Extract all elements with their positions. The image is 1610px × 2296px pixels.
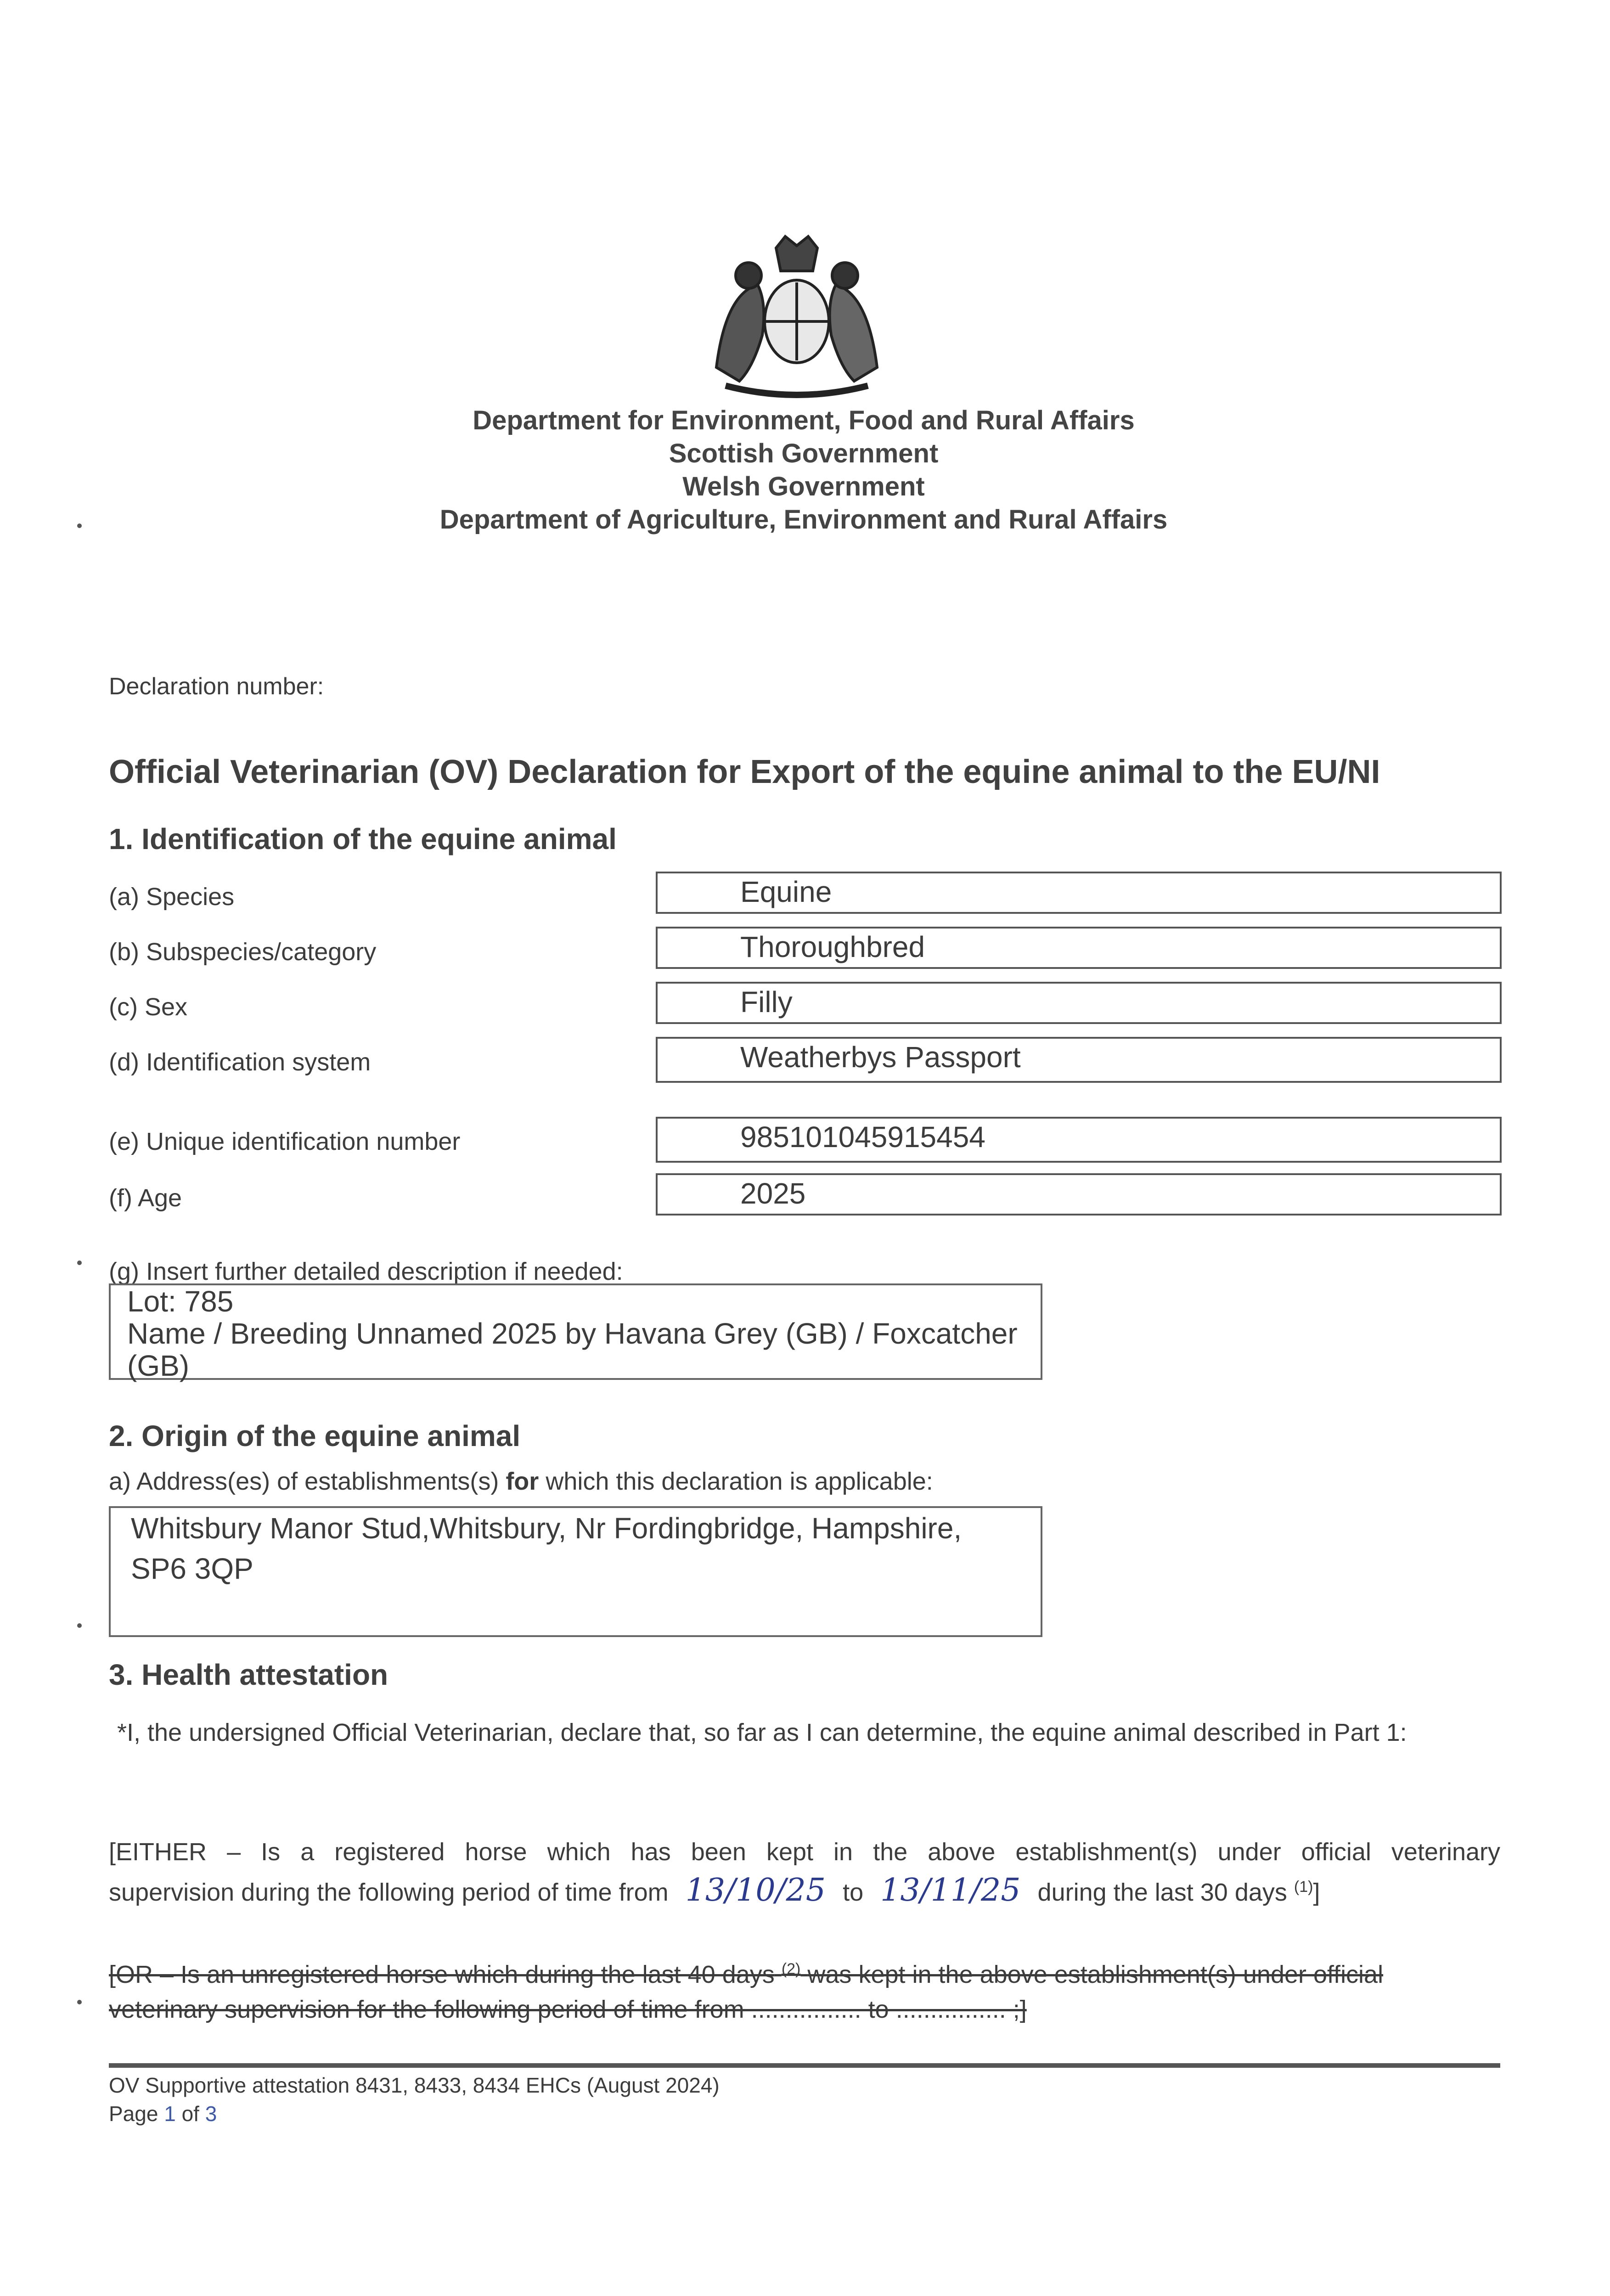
or-line2: veterinary supervision for the following period of time from ................ to ................ ;]	[109, 1996, 1027, 2023]
unique-id-label: (e) Unique identification number	[109, 1128, 461, 1155]
department-name: Department of Agriculture, Environment and Rural Affairs	[439, 505, 1168, 535]
unique-id-field: 985101045915454	[656, 1117, 1502, 1163]
page-of: of	[181, 2102, 199, 2126]
description-line: Name / Breeding Unnamed 2025 by Havana Grey (GB) / Foxcatcher (GB)	[127, 1317, 1018, 1382]
either-line1: [EITHER – Is a registered horse which has been kept in the above establishment(s) under official veterinary	[109, 1838, 1500, 1866]
either-text: supervision during the following period of time from	[109, 1879, 669, 1906]
document-title: Official Veterinarian (OV) Declaration for Export of the equine animal to the EU/NI	[109, 754, 1380, 790]
address-label	[109, 1467, 933, 1496]
department-name: Welsh Government	[682, 472, 925, 501]
address-label-text: a) Address(es) of establishments(s)	[109, 1468, 506, 1495]
scan-mark	[77, 2000, 82, 2004]
either-text: during the last 30 days	[1037, 1879, 1287, 1906]
address-label-bold: for	[506, 1468, 539, 1495]
page-word: Page	[109, 2102, 158, 2126]
species-label: (a) Species	[109, 883, 235, 911]
footer	[109, 2071, 720, 2128]
royal-coat-of-arms-icon	[698, 230, 895, 400]
age-field: 2025	[656, 1173, 1502, 1216]
section2-heading: 2. Origin of the equine animal	[109, 1419, 521, 1452]
page-number	[109, 2099, 720, 2128]
scan-mark	[77, 1261, 82, 1265]
footer-reference: OV Supportive attestation 8431, 8433, 8434 EHCs (August 2024)	[109, 2073, 720, 2097]
scan-mark	[77, 523, 82, 528]
attestation-intro: *I, the undersigned Official Veterinarian, declare that, so far as I can determine, the equine animal described in Part 1:	[117, 1719, 1407, 1746]
handwritten-date-from: 13/10/25	[685, 1872, 826, 1908]
page-total: 3	[205, 2102, 217, 2126]
address-label-text: which this declaration is applicable:	[539, 1468, 933, 1495]
or-line1	[109, 1952, 1500, 1992]
department-list	[321, 404, 1286, 536]
footer-rule	[109, 2063, 1500, 2068]
address-box	[109, 1506, 1042, 1637]
scan-mark	[77, 1623, 82, 1628]
footnote-ref: (1)	[1294, 1878, 1313, 1896]
either-to: to	[843, 1879, 864, 1906]
footnote-ref: (2)	[781, 1960, 801, 1978]
age-label: (f) Age	[109, 1184, 182, 1212]
identification-system-field: Weatherbys Passport	[656, 1037, 1502, 1083]
declaration-number-label: Declaration number:	[109, 673, 324, 700]
department-name: Scottish Government	[669, 439, 939, 468]
either-clause	[109, 1835, 1500, 1910]
either-end: ]	[1313, 1879, 1320, 1906]
or-text: [OR – Is an unregistered horse which during the last 40 days	[109, 1961, 775, 1988]
description-line: Lot: 785	[127, 1285, 234, 1318]
sex-field: Filly	[656, 982, 1502, 1024]
section1-heading: 1. Identification of the equine animal	[109, 822, 617, 855]
or-text: was kept in the above establishment(s) under official	[807, 1961, 1384, 1988]
handwritten-date-to: 13/11/25	[880, 1872, 1021, 1908]
subspecies-field: Thoroughbred	[656, 927, 1502, 969]
identification-system-label: (d) Identification system	[109, 1048, 371, 1076]
section3-heading: 3. Health attestation	[109, 1658, 388, 1691]
species-field: Equine	[656, 872, 1502, 914]
description-label: (g) Insert further detailed description if needed:	[109, 1258, 623, 1285]
sex-label: (c) Sex	[109, 993, 188, 1021]
description-box	[109, 1283, 1042, 1380]
department-name: Department for Environment, Food and Rural Affairs	[473, 405, 1135, 435]
or-clause	[109, 1952, 1500, 2027]
page-current: 1	[164, 2102, 176, 2126]
subspecies-label: (b) Subspecies/category	[109, 938, 377, 966]
address-value: Whitsbury Manor Stud,Whitsbury, Nr Fordingbridge, Hampshire, SP6 3QP	[131, 1512, 962, 1585]
either-line2	[109, 1869, 1500, 1910]
